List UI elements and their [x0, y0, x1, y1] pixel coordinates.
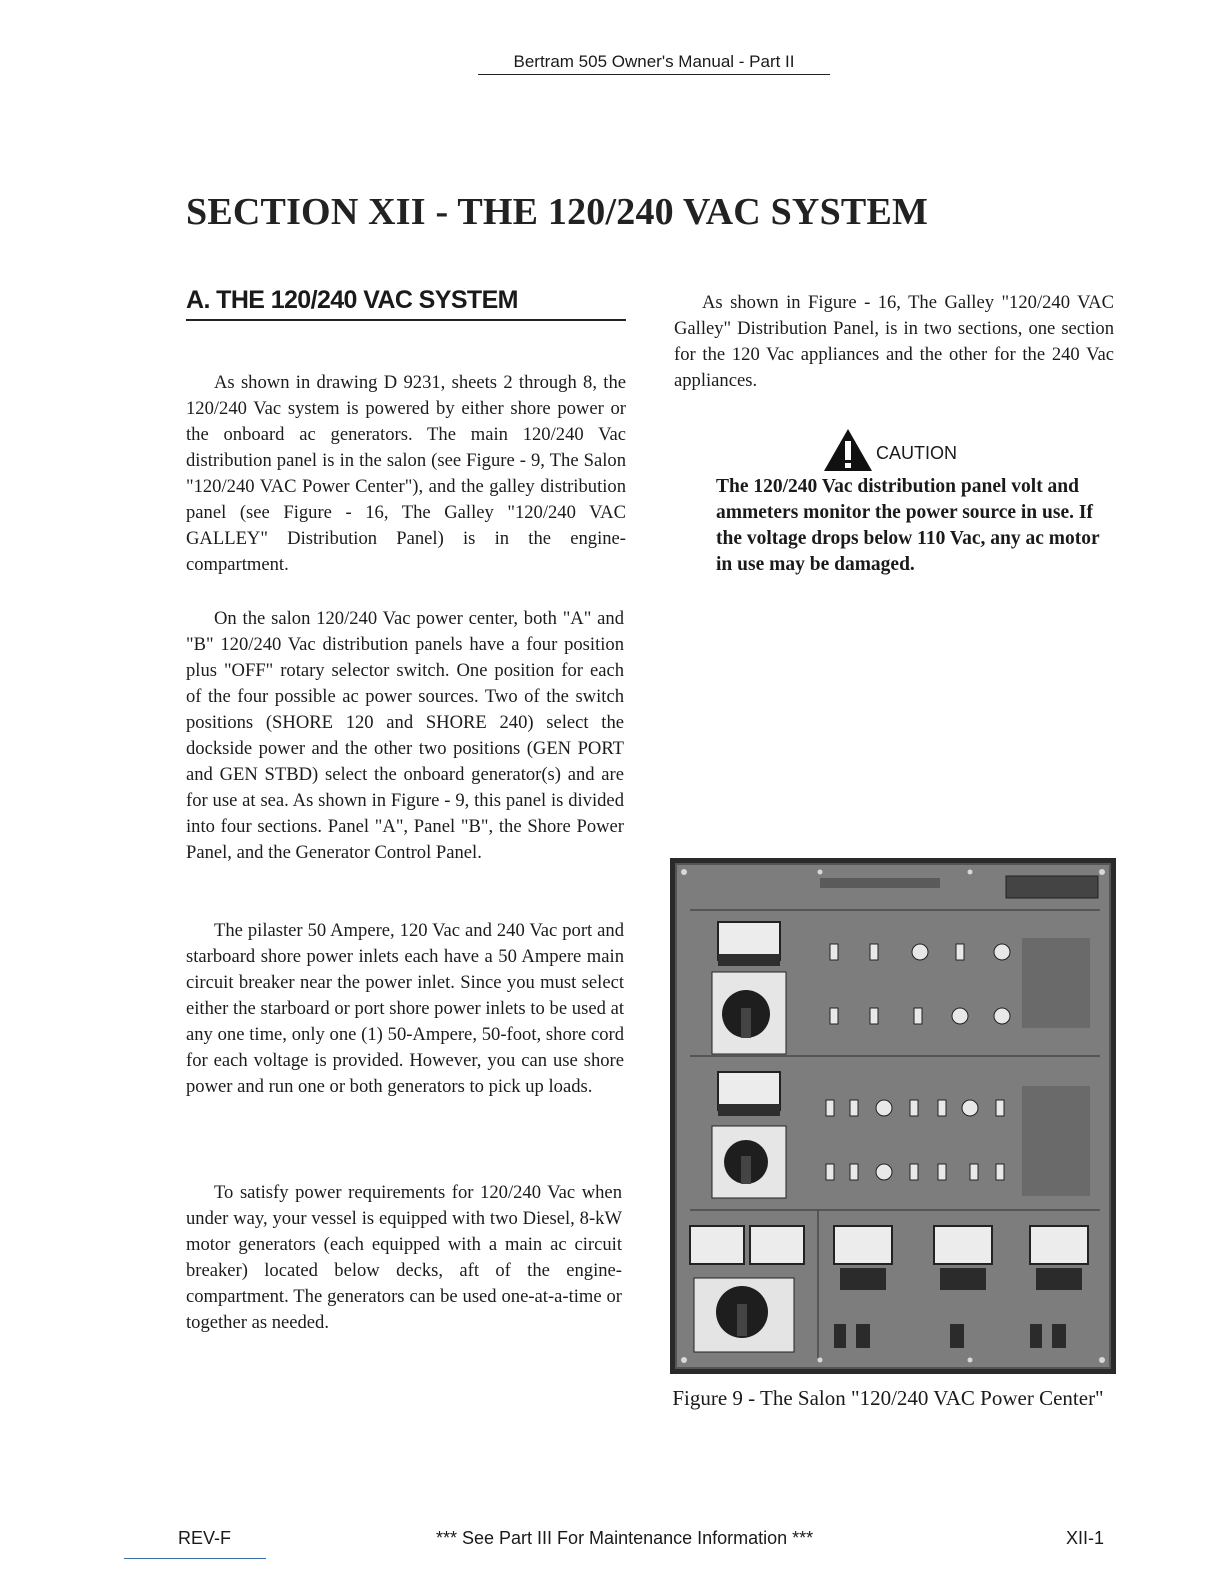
- body-paragraph-3: The pilaster 50 Ampere, 120 Vac and 240 Vac port and starboard shore power inlets each have a 50 Ampere main circuit breaker near the power inlet. Since you must select either the starboard or port shore power inlets to be used at any one time, only one (1) 50-Ampere, 50-foot, shore cord for each voltage is provided. However, you can use shore power and run one or both generators to pick up loads.: [186, 920, 624, 1097]
- footer-note: *** See Part III For Maintenance Information ***: [436, 1528, 814, 1548]
- body-paragraph-1: As shown in drawing D 9231, sheets 2 through 8, the 120/240 Vac system is powered by either shore power or the onboard ac generators. The main 120/240 Vac distribution panel is in the salon (see Figure - 9, The Salon "120/240 VAC Power Center"), and the galley distribution panel (see Figure - 16, The Galley "120/240 VAC GALLEY" Distribution Panel) is in the engine-compartment.: [186, 372, 626, 575]
- subsection-heading: A. THE 120/240 VAC SYSTEM: [186, 286, 626, 321]
- figure-caption: Figure 9 - The Salon "120/240 VAC Power Center": [672, 1386, 1104, 1410]
- warning-triangle-icon: [822, 427, 874, 473]
- caution-heading: [822, 426, 957, 474]
- footer-revision: REV-F: [178, 1528, 232, 1548]
- power-center-photo: [670, 858, 1116, 1374]
- body-paragraph-2: On the salon 120/240 Vac power center, both "A" and "B" 120/240 Vac distribution panels have a four position plus "OFF" rotary selector switch. One position for each of the four possible ac power sources. Two of the switch positions (SHORE 120 and SHORE 240) select the dockside power and the other two positions (GEN PORT and GEN STBD) select the onboard generator(s) and are for use at sea. As shown in Figure - 9, this panel is divided into four sections. Panel "A", Panel "B", the Shore Power Panel, and the Generator Control Panel.: [186, 608, 624, 863]
- caution-text: The 120/240 Vac distribution panel volt and ammeters monitor the power source in use. If the voltage drops below 110 Vac, any ac motor in use may be damaged.: [716, 476, 1100, 575]
- caution-label: CAUTION: [876, 442, 957, 463]
- footer-rule: [124, 1558, 266, 1559]
- running-header: Bertram 505 Owner's Manual - Part II: [478, 52, 830, 75]
- section-title: SECTION XII - THE 120/240 VAC SYSTEM: [186, 191, 929, 233]
- body-paragraph-4: To satisfy power requirements for 120/240 Vac when under way, your vessel is equipped with two Diesel, 8-kW motor generators (each equipped with a main ac circuit breaker) located below decks, aft of the engine-compartment. The generators can be used one-at-a-time or together as needed.: [186, 1182, 622, 1333]
- footer-page-number: XII-1: [1066, 1528, 1105, 1548]
- right-column-paragraph: As shown in Figure - 16, The Galley "120/240 VAC Galley" Distribution Panel, is in two sections, one section for the 120 Vac appliances and the other for the 240 Vac appliances.: [674, 292, 1114, 391]
